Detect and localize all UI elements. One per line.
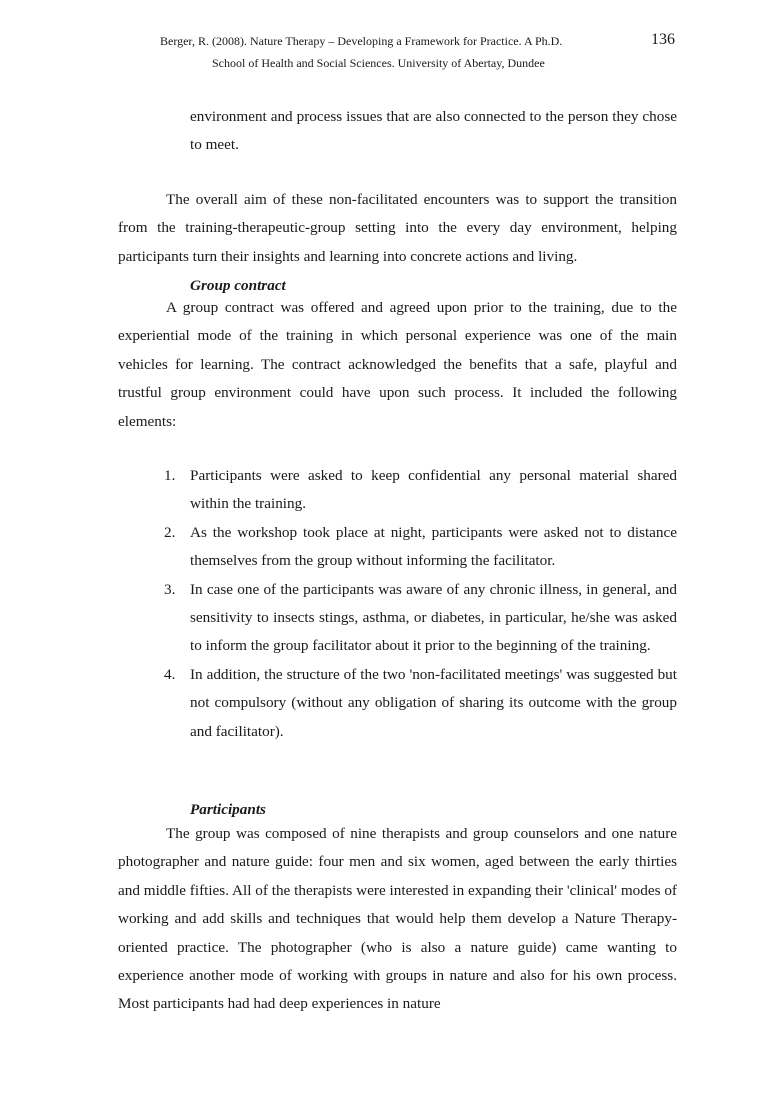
header-institution: School of Health and Social Sciences. University of Abertay, Dundee xyxy=(212,56,545,70)
list-item-number: 1. xyxy=(164,467,176,484)
list-item xyxy=(118,462,677,519)
page-number: 136 xyxy=(651,31,675,48)
list-item-text: As the workshop took place at night, participants were asked not to distance themselves from the group without informing the facilitator. xyxy=(190,523,677,570)
list-item-number: 4. xyxy=(164,665,176,683)
contract-elements-list xyxy=(118,462,677,746)
aim-paragraph: The overall aim of these non-facilitated encounters was to support the transition from the training-therapeutic-group setting into the every day environment, helping participants turn their insights and learning into concrete actions and living. xyxy=(118,191,677,265)
list-item xyxy=(118,576,677,661)
list-item-text: In addition, the structure of the two 'non-facilitated meetings' was suggested but not compulsory (without any obligation of sharing its outcome with the group and facilitator). xyxy=(190,665,677,740)
participants-paragraph: The group was composed of nine therapists and group counselors and one nature photographer and nature guide: four men and six women, aged between the early thirties and middle fifties. All of the therapists were interested in expanding their 'clinical' modes of working and add skills and techniques that would help them develop a Nature Therapy-oriented practice. The photographer (who is also a nature guide) came wanting to experience another mode of working with groups in nature and also for his own process. Most participants had had deep experiences in nature xyxy=(118,825,677,1013)
list-item-text: Participants were asked to keep confidential any personal material shared within the training. xyxy=(190,467,677,513)
participants-heading: Participants xyxy=(190,801,266,818)
list-item xyxy=(118,519,677,576)
group-contract-paragraph: A group contract was offered and agreed upon prior to the training, due to the experiential mode of the training in which personal experience was one of the main vehicles for learning. The contract acknowledged the benefits that a safe, playful and trustful group environment could have upon such process. It included the following elements: xyxy=(118,299,677,430)
group-contract-heading: Group contract xyxy=(190,277,286,294)
list-item xyxy=(118,661,677,746)
list-item-text: In case one of the participants was aware of any chronic illness, in general, and sensitivity to insects stings, asthma, or diabetes, in particular, he/she was asked to inform the group facilitator about it prior to the beginning of the training. xyxy=(190,580,677,655)
header-citation: Berger, R. (2008). Nature Therapy – Developing a Framework for Practice. A Ph.D. xyxy=(160,34,563,48)
list-item-number: 2. xyxy=(164,523,176,541)
continuation-paragraph: environment and process issues that are also connected to the person they chose to meet. xyxy=(190,108,677,154)
list-item-number: 3. xyxy=(164,580,176,598)
